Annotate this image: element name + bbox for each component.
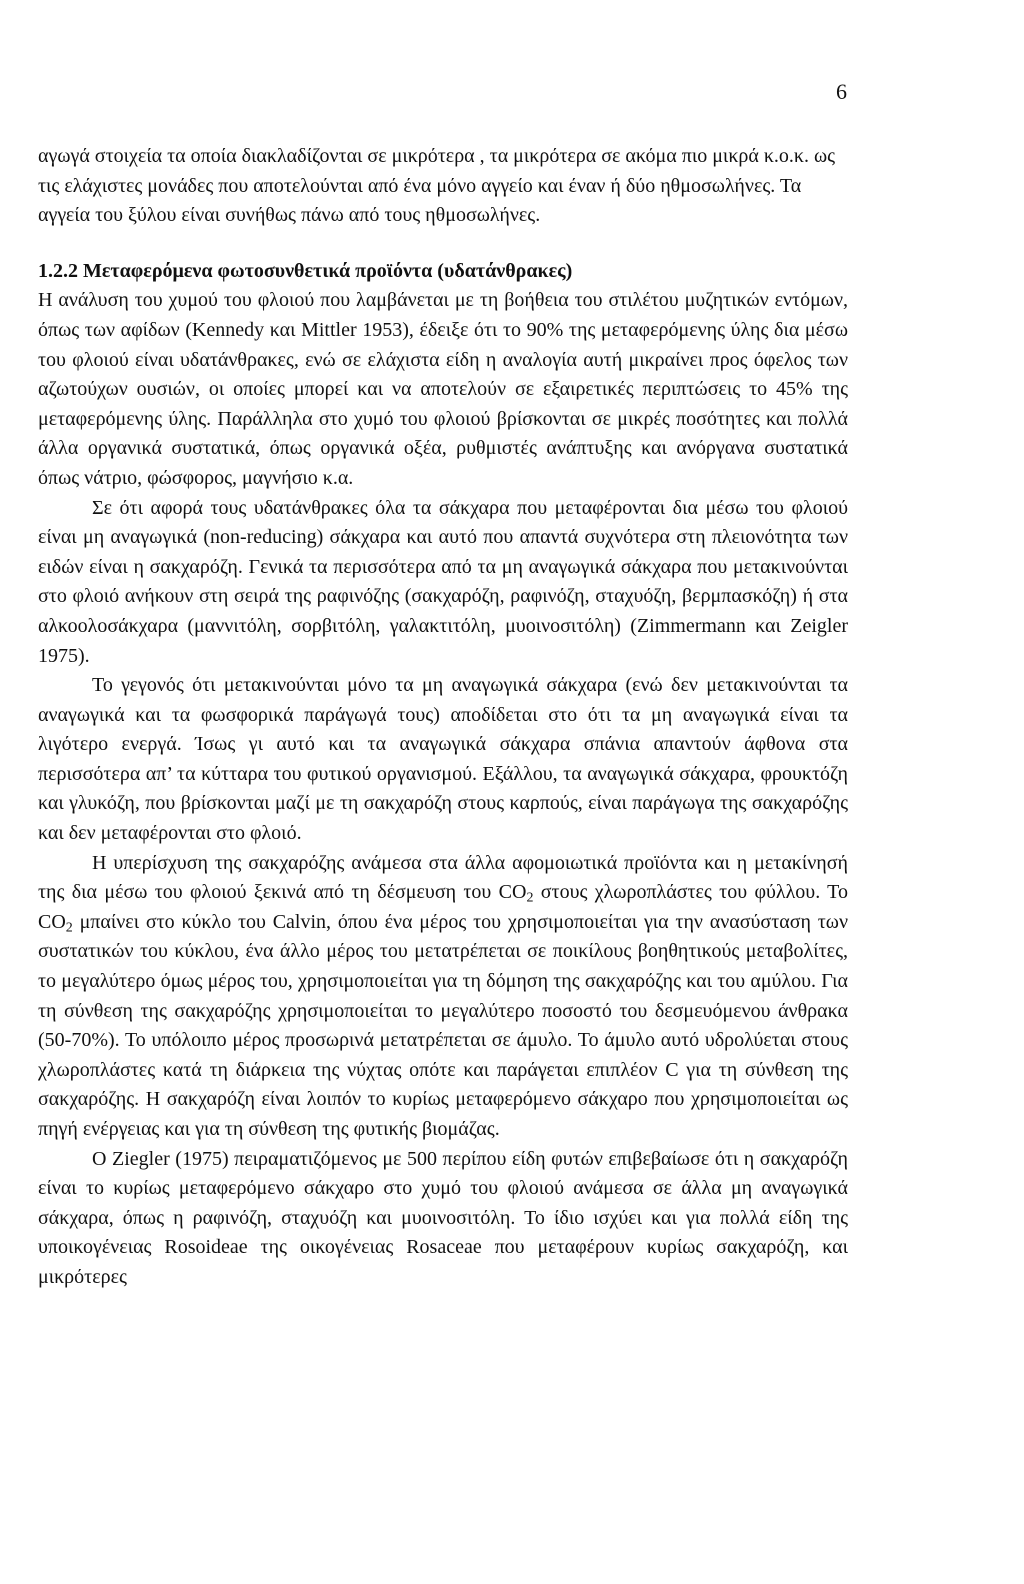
subscript: 2 <box>526 890 534 906</box>
paragraph-text: μπαίνει στο κύκλο του Calvin, όπου ένα μέρος του χρησιμοποιείται για την ανασύσταση των συστατικών του κύκλου, ένα άλλο μέρος του μετατρέπεται σε ποικίλους βοηθητικούς μεταβολίτες, το μεγαλύτερο όμως μέρος του, χρησιμοποιείται για τη δόμηση της σακχαρόζης και του αμύλου. Για τη σύνθεση της σακχαρόζης χρησιμοποιείται το μεγαλύτερο ποσοστό του δεσμευόμενου άνθρακα (50-70%). Το υπόλοιπο μέρος προσωρινά μετατρέπεται σε άμυλο. Το άμυλο αυτό υδρολύεται στους χλωροπλάστες κατά τη διάρκεια της νύχτας οπότε και παράγεται επιπλέον C για τη σύνθεση της σακχαρόζης. Η σακχαρόζη είναι λοιπόν το κυρίως μεταφερόμενο σάκχαρο που χρησιμοποιείται ως πηγή ενέργειας και για τη σύνθεση της φυτικής βιομάζας. <box>38 910 848 1140</box>
document-body <box>38 142 848 1293</box>
paragraph-text: Η υπερίσχυση της σακχαρόζης ανάμεσα στα άλλα αφομοιωτικά προϊόντα και η μετακίνησή της δια μέσω του φλοιού ξεκινά από τη δέσμευση του CO <box>38 851 848 904</box>
paragraph-text: στους χλωροπλάστες του φύλλου. Το CO <box>38 881 848 933</box>
paragraph-section-1-2-2 <box>38 257 848 494</box>
paragraph-non-reducing: Το γεγονός ότι μετακινούνται μόνο τα μη αναγωγικά σάκχαρα (ενώ δεν μετακινούνται τα αναγωγικά και τα φωσφορικά παράγωγά τους) αποδίδεται στο ότι τα μη αναγωγικά είναι τα λιγότερο ενεργά. Ίσως γι αυτό και τα αναγωγικά σάκχαρα σπάνια απαντούν άφθονα στα περισσότερα απ’ τα κύτταρα του φυτικού οργανισμού. Εξάλλου, τα αναγωγικά σάκχαρα, φρουκτόζη και γλυκόζη, που βρίσκονται μαζί με τη σακχαρόζη στους καρπούς, είναι παράγωγα της σακχαρόζης και δεν μεταφέρονται στο φλοιό. <box>38 674 848 845</box>
paragraph-text: Η ανάλυση του χυμού του φλοιού που λαμβάνεται με τη βοήθεια του στιλέτου μυζητικών εντόμων, όπως των αφίδων (Kennedy και Mittler 1953), έδειξε ότι το 90% της μεταφερόμενης ύλης δια μέσω του φλοιού είναι υδατάνθρακες, ενώ σε ελάχιστα είδη η αναλογία αυτή μικραίνει προς όφελος των αζωτούχων ουσιών, οι οποίες μπορεί και να αποτελούν σε εξαιρετικές περιπτώσεις το 45% της μεταφερόμενης ύλης. Παράλληλα στο χυμό του φλοιού βρίσκονται σε μικρές ποσότητες και πολλά άλλα οργανικά συστατικά, όπως οργανικά οξέα, ρυθμιστές ανάπτυξης και ανόργανα συστατικά όπως νάτριο, φώσφορος, μαγνήσιο κ.α. <box>38 289 848 489</box>
paragraph-ziegler: Ο Ziegler (1975) πειραματιζόμενος με 500 περίπου είδη φυτών επιβεβαίωσε ότι η σακχαρόζη είναι το κυρίως μεταφερόμενο σάκχαρο στο χυμό του φλοιού ανάμεσα σε άλλα μη αναγωγικά σάκχαρα, όπως η ραφινόζη, σταχυόζη και μυοινοσιτόλη. Το ίδιο ισχύει και για πολλά είδη της υποικογένειας Rosoideae της οικογένειας Rosaceae που μεταφέρουν κυρίως σακχαρόζη, και μικρότερες <box>38 1147 848 1288</box>
paragraph-sugars: Σε ότι αφορά τους υδατάνθρακες όλα τα σάκχαρα που μεταφέρονται δια μέσω του φλοιού είναι μη αναγωγικά (non-reducing) σάκχαρα και αυτό που απαντά συχνότερα στη πλειονότητα των ειδών είναι η σακχαρόζη. Γενικά τα περισσότερα από τα μη αναγωγικά σάκχαρα που μετακινούνται στο φλοιό ανήκουν στη σειρά της ραφινόζης (σακχαρόζη, ραφινόζη, σταχυόζη, βερμπασκόζη) ή στα αλκοολοσάκχαρα (μαννιτόλη, σορβιτόλη, γαλακτιτόλη, μυοινοσιτόλη) (Zimmermann και Zeigler 1975). <box>38 496 848 667</box>
section-heading: 1.2.2 Μεταφερόμενα φωτοσυνθετικά προϊόντα (υδατάνθρακες) <box>38 259 573 282</box>
paragraph-sucrose <box>38 849 848 1145</box>
intro-paragraph: αγωγά στοιχεία τα οποία διακλαδίζονται σε μικρότερα , τα μικρότερα σε ακόμα πιο μικρά κ.ο.κ. ως τις ελάχιστες μονάδες που αποτελούνται από ένα μόνο αγγείο και έναν ή δύο ηθμοσωλήνες. Τα αγγεία του ξύλου είναι συνήθως πάνω από τους ηθμοσωλήνες. <box>38 145 836 227</box>
subscript: 2 <box>65 920 73 936</box>
page-number: 6 <box>836 79 847 104</box>
